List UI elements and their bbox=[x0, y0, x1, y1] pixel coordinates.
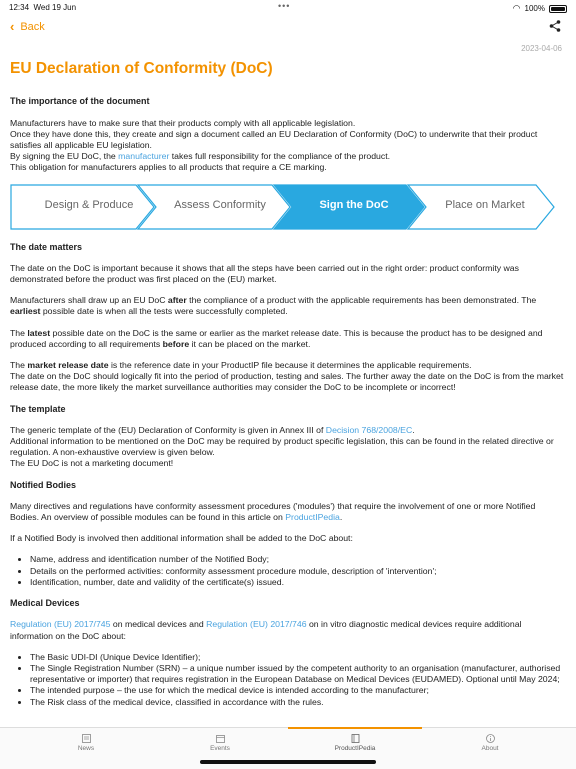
step-label-sign: Sign the DoC bbox=[319, 198, 389, 211]
chevron-left-icon: ‹ bbox=[10, 19, 15, 34]
news-icon bbox=[82, 734, 91, 743]
section-heading: Medical Devices bbox=[10, 598, 80, 609]
step-label-market: Place on Market bbox=[445, 198, 525, 211]
section-heading: Notified Bodies bbox=[10, 479, 77, 490]
tab-news[interactable] bbox=[19, 728, 153, 769]
back-label: Back bbox=[20, 20, 45, 33]
list-item: • The intended purpose – the use for which the medical device is intended according to the manufacturer; bbox=[30, 685, 566, 696]
calendar-icon bbox=[216, 734, 225, 743]
paragraph: The latest possible date on the DoC is the same or earlier as the market release date. This is because the product has to be designed and produced according to all requirements before it can be placed on the market. bbox=[10, 327, 543, 349]
paragraph: The date on the DoC is important because it shows that all the steps have been carried out in the right order: product conformity was demonstrated before the product was first placed on the (EU) market. bbox=[10, 262, 519, 285]
list-item: • The Risk class of the medical device, classified in accordance with the rules. bbox=[30, 697, 566, 708]
page-title: EU Declaration of Conformity (DoC) bbox=[10, 60, 273, 78]
status-time: 12:34 Wed 19 Jun bbox=[9, 3, 77, 12]
list-item: • Identification, number, date and validity of the certificate(s) issued. bbox=[30, 577, 566, 588]
back-button[interactable] bbox=[10, 19, 45, 34]
paragraph: Many directives and regulations have conformity assessment procedures ('modules') that require the involvement of one or more Notified Bodies. An overview of possible modules can be found in this article on ProductIPedia. bbox=[10, 500, 536, 523]
bullet-list bbox=[10, 652, 566, 708]
multitasking-dots-icon[interactable]: ••• bbox=[278, 1, 291, 11]
tab-about-label: About bbox=[481, 745, 499, 752]
active-tab-indicator bbox=[288, 727, 422, 729]
list-item: • The Basic UDI-DI (Unique Device Identifier); bbox=[30, 652, 566, 663]
bullet-list bbox=[10, 554, 566, 588]
wifi-icon: ◠ bbox=[512, 3, 521, 13]
section-heading: The importance of the document bbox=[10, 96, 150, 107]
tab-productipedia-label: ProductIPedia bbox=[334, 745, 376, 752]
share-icon[interactable] bbox=[548, 19, 562, 33]
paragraph: Regulation (EU) 2017/745 on medical devices and Regulation (EU) 2017/746 on in vitro diagnostic medical devices require additional information on the DoC about: bbox=[10, 619, 522, 641]
paragraph: Manufacturers shall draw up an EU DoC after the compliance of a product with the applicable requirements has been demonstrated. The earliest possible date is when all the tests were successfully completed. bbox=[10, 295, 537, 317]
paragraph: The generic template of the (EU) Declaration of Conformity is given in Annex III of Decision 768/2008/EC. Additional information to be mentioned on the DoC may be required by product specific legislation, this can be found in the related directive or regulation. A non-exhaustive overview is given below. The EU DoC is not a marketing document! bbox=[10, 424, 554, 469]
regulation-746-link[interactable]: Regulation (EU) 2017/746 bbox=[206, 619, 307, 630]
list-item: • The Single Registration Number (SRN) – a unique number issued by the competent authority to an organisation (manufacturer, authorised representative or importer) that requires registration in the European Database on Medical Devices (EUDAMED). Optional until May 2024; bbox=[30, 663, 566, 685]
book-icon bbox=[351, 734, 360, 743]
battery-percent: 100% bbox=[524, 4, 545, 13]
info-icon bbox=[486, 734, 495, 743]
section-heading: The template bbox=[10, 403, 66, 414]
section-heading: The date matters bbox=[10, 241, 83, 252]
navigation-bar bbox=[0, 14, 576, 40]
tab-about[interactable] bbox=[423, 728, 557, 769]
step-label-design: Design & Produce bbox=[44, 198, 134, 211]
paragraph: Manufacturers have to make sure that their products comply with all applicable legislation. Once they have done this, they create and sign a document called an EU Declaration of Conformity (DoC) to underwrite that their product satisfies all applicable EU legislation. By signing the EU DoC, the manufacturer takes full responsibility for the compliance of the product. This obligation for manufacturers applies to all products that require a CE marking. bbox=[10, 117, 538, 173]
productipedia-link[interactable]: ProductIPedia bbox=[285, 512, 340, 523]
paragraph: If a Notified Body is involved then additional information shall be added to the DoC about: bbox=[10, 533, 353, 544]
paragraph: The market release date is the reference date in your ProductIP file because it determines the applicable requirements. The date on the DoC should logically fit into the period of production, testing and sales. The further away the date on the DoC is from the market release date, the more likely the market surveillance authorities may consider the DoC to be incomplete or incorrect! bbox=[10, 360, 564, 393]
tab-news-label: News bbox=[77, 745, 95, 752]
list-item: • Name, address and identification number of the Notified Body; bbox=[30, 554, 566, 565]
article-date: 2023-04-06 bbox=[521, 44, 562, 53]
battery-icon bbox=[549, 5, 567, 13]
regulation-745-link[interactable]: Regulation (EU) 2017/745 bbox=[10, 619, 111, 630]
list-item: • Details on the performed activities: conformity assessment procedure module, description of 'intervention'; bbox=[30, 566, 566, 577]
manufacturer-link[interactable]: manufacturer bbox=[118, 151, 170, 162]
step-label-assess: Assess Conformity bbox=[174, 198, 266, 211]
article-content[interactable] bbox=[10, 40, 566, 726]
process-diagram bbox=[10, 184, 556, 230]
decision-link[interactable]: Decision 768/2008/EC bbox=[325, 424, 413, 435]
status-bar bbox=[0, 0, 576, 14]
home-indicator[interactable] bbox=[200, 760, 376, 764]
tab-events-label: Events bbox=[210, 745, 230, 752]
